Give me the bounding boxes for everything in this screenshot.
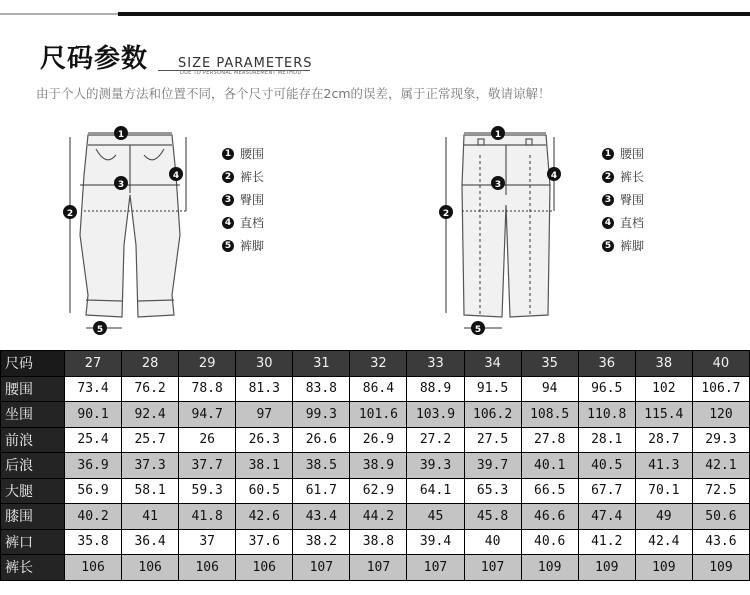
table-row	[1, 453, 750, 479]
table-cell: 96.5	[578, 376, 635, 402]
table-cell: 42.4	[635, 529, 692, 555]
table-cell: 103.9	[407, 402, 464, 428]
table-cell: 94.7	[179, 402, 236, 428]
table-row	[1, 427, 750, 453]
table-cell: 106	[236, 555, 293, 581]
table-cell: 102	[635, 376, 692, 402]
table-cell: 106	[122, 555, 179, 581]
size-cell: 36	[578, 351, 635, 377]
size-cell: 33	[407, 351, 464, 377]
table-cell: 42.1	[692, 453, 749, 479]
row-label: 坐围	[1, 402, 65, 428]
size-cell: 27	[65, 351, 122, 377]
table-header-label: 尺码	[1, 351, 65, 377]
size-cell: 34	[464, 351, 521, 377]
table-cell: 39.3	[407, 453, 464, 479]
table-cell: 73.4	[65, 376, 122, 402]
legend-label: 直档	[620, 216, 645, 230]
legend-number: 2	[222, 171, 234, 183]
table-cell: 49	[635, 504, 692, 530]
table-cell: 109	[635, 555, 692, 581]
table-cell: 41.2	[578, 529, 635, 555]
table-cell: 46.6	[521, 504, 578, 530]
legend-item	[602, 142, 644, 165]
table-cell: 43.6	[692, 529, 749, 555]
table-cell: 107	[293, 555, 350, 581]
legend-right	[602, 142, 644, 257]
svg-text:1: 1	[494, 130, 502, 140]
table-cell: 25.4	[65, 427, 122, 453]
row-label: 前浪	[1, 427, 65, 453]
size-cell: 31	[293, 351, 350, 377]
table-cell: 120	[692, 402, 749, 428]
legend-item	[222, 142, 264, 165]
table-cell: 36.9	[65, 453, 122, 479]
table-row	[1, 478, 750, 504]
legend-label: 臀围	[240, 193, 265, 207]
table-header-row	[1, 351, 750, 377]
svg-text:4: 4	[550, 171, 558, 181]
size-table	[0, 350, 750, 581]
row-label: 膝围	[1, 504, 65, 530]
legend-item	[602, 211, 644, 234]
legend-number: 5	[222, 240, 234, 252]
table-cell: 39.4	[407, 529, 464, 555]
legend-item	[602, 234, 644, 257]
size-cell: 35	[521, 351, 578, 377]
table-cell: 27.5	[464, 427, 521, 453]
svg-text:4: 4	[172, 171, 180, 181]
table-cell: 106	[65, 555, 122, 581]
table-cell: 43.4	[293, 504, 350, 530]
table-row	[1, 555, 750, 581]
table-cell: 78.8	[179, 376, 236, 402]
table-cell: 38.1	[236, 453, 293, 479]
table-cell: 86.4	[350, 376, 407, 402]
table-cell: 59.3	[179, 478, 236, 504]
page-title: 尺码参数	[40, 44, 149, 74]
trousers-measurement-diagram	[418, 115, 598, 340]
legend-label: 直档	[240, 216, 265, 230]
table-cell: 109	[692, 555, 749, 581]
table-cell: 101.6	[350, 402, 407, 428]
table-cell: 37.3	[122, 453, 179, 479]
table-row	[1, 504, 750, 530]
table-cell: 64.1	[407, 478, 464, 504]
table-cell: 70.1	[635, 478, 692, 504]
row-label: 大腿	[1, 478, 65, 504]
table-cell: 76.2	[122, 376, 179, 402]
table-cell: 28.1	[578, 427, 635, 453]
row-label: 腰围	[1, 376, 65, 402]
table-cell: 38.2	[293, 529, 350, 555]
table-cell: 61.7	[293, 478, 350, 504]
table-cell: 88.9	[407, 376, 464, 402]
table-cell: 37	[179, 529, 236, 555]
table-cell: 40.1	[521, 453, 578, 479]
page-subtitle: SIZE PARAMETERS	[178, 56, 313, 71]
size-cell: 40	[692, 351, 749, 377]
legend-number: 4	[602, 217, 614, 229]
table-cell: 91.5	[464, 376, 521, 402]
table-cell: 106	[179, 555, 236, 581]
measurement-notice: 由于个人的测量方法和位置不同，各个尺寸可能存在2cm的误差，属于正常现象，敬请谅解！	[36, 86, 551, 101]
legend-number: 3	[602, 194, 614, 206]
table-cell: 40.5	[578, 453, 635, 479]
legend-number: 5	[602, 240, 614, 252]
table-cell: 26.9	[350, 427, 407, 453]
legend-number: 2	[602, 171, 614, 183]
table-row	[1, 529, 750, 555]
row-label: 裤口	[1, 529, 65, 555]
legend-label: 裤长	[620, 170, 645, 184]
legend-label: 裤脚	[620, 239, 645, 253]
table-cell: 107	[407, 555, 464, 581]
svg-text:5: 5	[474, 325, 482, 335]
table-cell: 45	[407, 504, 464, 530]
svg-text:3: 3	[117, 180, 125, 190]
table-cell: 81.3	[236, 376, 293, 402]
table-cell: 37.7	[179, 453, 236, 479]
table-cell: 110.8	[578, 402, 635, 428]
legend-number: 1	[222, 148, 234, 160]
top-divider-light	[0, 13, 130, 15]
table-cell: 29.3	[692, 427, 749, 453]
table-cell: 45.8	[464, 504, 521, 530]
table-cell: 62.9	[350, 478, 407, 504]
legend-item	[602, 165, 644, 188]
size-cell: 28	[122, 351, 179, 377]
table-cell: 72.5	[692, 478, 749, 504]
table-cell: 42.6	[236, 504, 293, 530]
table-cell: 56.9	[65, 478, 122, 504]
table-cell: 115.4	[635, 402, 692, 428]
table-cell: 39.7	[464, 453, 521, 479]
table-cell: 26.6	[293, 427, 350, 453]
legend-number: 3	[222, 194, 234, 206]
top-divider-dark	[118, 12, 750, 16]
table-cell: 26.3	[236, 427, 293, 453]
table-cell: 35.8	[65, 529, 122, 555]
table-cell: 94	[521, 376, 578, 402]
table-cell: 37.6	[236, 529, 293, 555]
table-cell: 41.3	[635, 453, 692, 479]
size-cell: 38	[635, 351, 692, 377]
table-cell: 27.8	[521, 427, 578, 453]
legend-item	[222, 165, 264, 188]
legend-number: 1	[602, 148, 614, 160]
legend-left	[222, 142, 264, 257]
table-cell: 97	[236, 402, 293, 428]
table-cell: 27.2	[407, 427, 464, 453]
table-cell: 41	[122, 504, 179, 530]
table-cell: 60.5	[236, 478, 293, 504]
size-cell: 32	[350, 351, 407, 377]
table-cell: 40	[464, 529, 521, 555]
table-cell: 106.7	[692, 376, 749, 402]
legend-label: 腰围	[240, 147, 265, 161]
table-cell: 99.3	[293, 402, 350, 428]
table-cell: 90.1	[65, 402, 122, 428]
legend-label: 裤脚	[240, 239, 265, 253]
row-label: 裤长	[1, 555, 65, 581]
row-label: 后浪	[1, 453, 65, 479]
table-cell: 41.8	[179, 504, 236, 530]
table-cell: 47.4	[578, 504, 635, 530]
jeans-measurement-diagram	[40, 115, 220, 340]
legend-item	[222, 211, 264, 234]
table-cell: 107	[350, 555, 407, 581]
table-cell: 40.6	[521, 529, 578, 555]
table-cell: 65.3	[464, 478, 521, 504]
table-row	[1, 402, 750, 428]
size-cell: 30	[236, 351, 293, 377]
legend-label: 臀围	[620, 193, 645, 207]
legend-item	[602, 188, 644, 211]
svg-text:5: 5	[96, 325, 104, 335]
svg-text:1: 1	[117, 130, 125, 140]
table-cell: 50.6	[692, 504, 749, 530]
legend-item	[222, 188, 264, 211]
table-cell: 25.7	[122, 427, 179, 453]
table-cell: 107	[464, 555, 521, 581]
table-cell: 109	[578, 555, 635, 581]
table-cell: 66.5	[521, 478, 578, 504]
table-cell: 38.5	[293, 453, 350, 479]
table-cell: 58.1	[122, 478, 179, 504]
table-cell: 108.5	[521, 402, 578, 428]
table-cell: 28.7	[635, 427, 692, 453]
page-subtitle-small: DUE TO PERSONAL MEASUREMENT METHOD	[180, 70, 302, 76]
table-cell: 36.4	[122, 529, 179, 555]
legend-label: 裤长	[240, 170, 265, 184]
top-divider-bar	[0, 12, 750, 16]
legend-item	[222, 234, 264, 257]
table-cell: 40.2	[65, 504, 122, 530]
legend-label: 腰围	[620, 147, 645, 161]
table-cell: 106.2	[464, 402, 521, 428]
table-cell: 38.9	[350, 453, 407, 479]
table-cell: 44.2	[350, 504, 407, 530]
table-cell: 38.8	[350, 529, 407, 555]
legend-number: 4	[222, 217, 234, 229]
size-cell: 29	[179, 351, 236, 377]
svg-text:2: 2	[442, 209, 450, 219]
table-cell: 67.7	[578, 478, 635, 504]
table-cell: 92.4	[122, 402, 179, 428]
svg-text:2: 2	[66, 209, 74, 219]
svg-text:3: 3	[494, 180, 502, 190]
table-cell: 83.8	[293, 376, 350, 402]
table-row	[1, 376, 750, 402]
size-table-body	[1, 351, 750, 581]
table-cell: 109	[521, 555, 578, 581]
table-cell: 26	[179, 427, 236, 453]
